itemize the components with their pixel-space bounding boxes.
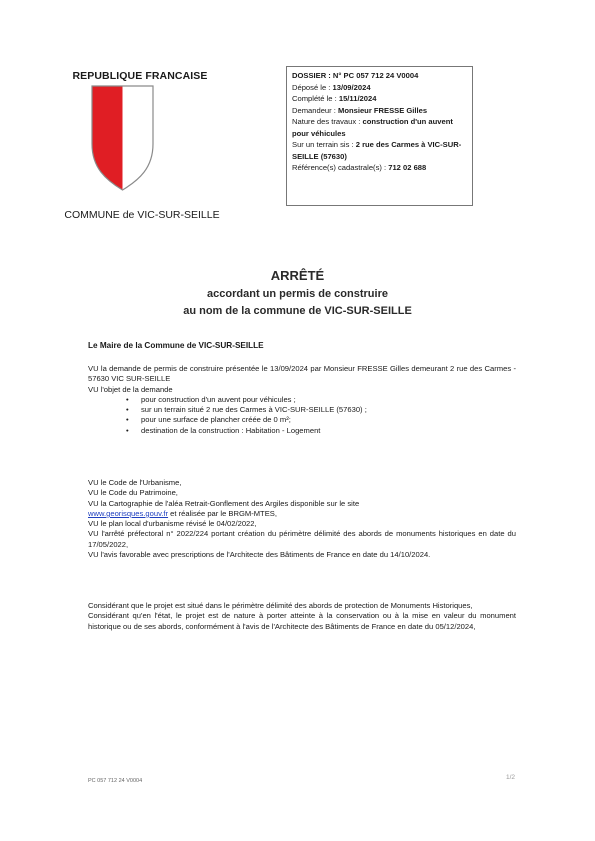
dossier-number: DOSSIER : N° PC 057 712 24 V0004 [292, 71, 419, 80]
visa-objet: VU l'objet de la demande [88, 384, 173, 394]
visa-demande: VU la demande de permis de construire présentée le 13/09/2024 par Monsieur FRESSE Gilles demeurant 2 rue des Carmes - 57630 VIC SUR-SEILLE [88, 364, 516, 384]
objet-item: • pour construction d'un auvent pour véhicules ; [88, 395, 516, 405]
visa-block-demande [88, 364, 516, 436]
depose-line: Déposé le : 13/09/2024 [292, 82, 371, 92]
georisques-link[interactable]: www.georisques.gouv.fr [88, 508, 169, 518]
title-line-2: au nom de la commune de VIC-SUR-SEILLE [183, 305, 412, 317]
considerant-perimetre: Considérant que le projet est situé dans le périmètre délimité des abords de protection de Monuments Historiques, [88, 601, 473, 610]
commune-coat-of-arms [90, 84, 155, 192]
title-arrete: ARRÊTÉ [270, 268, 325, 283]
page-number: 1/2 [506, 774, 516, 781]
dossier-info-box [286, 66, 473, 206]
objet-list [88, 395, 516, 436]
visa-block-codes [88, 478, 516, 560]
nature-line: Nature des travaux : construction d'un auvent pour véhicules [292, 117, 453, 138]
visa-code-urbanisme: VU le Code de l'Urbanisme, [88, 478, 182, 487]
republic-heading: REPUBLIQUE FRANCAISE [72, 70, 208, 82]
visa-cartographie: VU la Cartographie de l'aléa Retrait-Gonflement des Argiles disponible sur le site [88, 498, 360, 508]
visa-arrete-prefectoral: VU l'arrêté préfectoral n° 2022/224 portant création du périmètre délimité des abords de monuments historiques en date du 17/05/2022, [88, 529, 516, 549]
decree-title [0, 268, 595, 320]
mayor-heading: Le Maire de la Commune de VIC-SUR-SEILLE [88, 341, 264, 350]
considerant-atteinte: Considérant qu'en l'état, le projet est de nature à porter atteinte à la conservation ou à la mise en valeur du monument historique ou de ses abords, conformément à l'avis de l'Architecte des Bâtiments de France en date du 05/12/2024, [88, 611, 516, 631]
commune-name: COMMUNE de VIC-SUR-SEILLE [64, 209, 220, 221]
objet-item: • pour une surface de plancher créée de 0 m²; [88, 415, 516, 425]
objet-item: • sur un terrain situé 2 rue des Carmes à VIC-SUR-SEILLE (57630) ; [88, 405, 516, 415]
demandeur-line: Demandeur : Monsieur FRESSE Gilles [292, 105, 428, 115]
visa-avis-abf: VU l'avis favorable avec prescriptions de l'Architecte des Bâtiments de France en date du 14/10/2024. [88, 550, 431, 560]
title-line-1: accordant un permis de construire [207, 288, 388, 300]
visa-code-patrimoine: VU le Code du Patrimoine, [88, 488, 178, 498]
considerant-block [88, 601, 516, 632]
objet-item: • destination de la construction : Habitation - Logement [88, 426, 516, 436]
footer-dossier-ref: PC 057 712 24 V0004 [88, 778, 143, 784]
cadastral-ref-line: Référence(s) cadastrale(s) : 712 02 688 [292, 163, 427, 172]
complete-line: Complété le : 15/11/2024 [292, 94, 377, 103]
visa-plu: VU le plan local d'urbanisme révisé le 04/02/2022, [88, 519, 257, 529]
crest-right-half [123, 86, 154, 190]
crest-left-half [92, 86, 123, 190]
visa-cartographie-source: www.georisques.gouv.fr et réalisée par le BRGM-MTES, [88, 508, 277, 518]
terrain-line: Sur un terrain sis : 2 rue des Carmes à VIC-SUR-SEILLE (57630) [292, 140, 462, 161]
